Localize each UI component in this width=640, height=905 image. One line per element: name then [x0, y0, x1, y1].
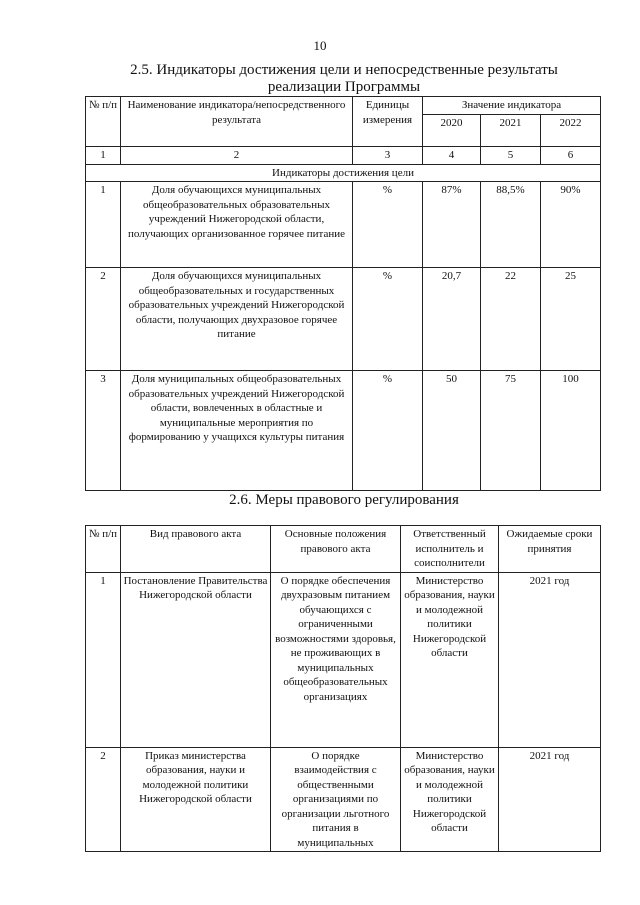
row-type: Приказ министерства образования, науки и молодежной политики Нижегородской области [121, 747, 271, 852]
row-name: Доля муниципальных общеобразовательных образовательных учреждений Нижегородской области, вовлеченных в областные и муниципальные мероприятия по формированию у учащихся культуры питания [121, 371, 353, 491]
table-row [86, 572, 601, 747]
row-num: 2 [86, 747, 121, 852]
header-type: Вид правового акта [121, 526, 271, 573]
table-header-row [86, 526, 601, 573]
group-row [86, 164, 601, 182]
section-2-6-title: 2.6. Меры правового регулирования [229, 492, 459, 508]
row-value-2020: 50 [423, 371, 481, 491]
table-header-row [86, 97, 601, 115]
row-deadline: 2021 год [499, 572, 601, 747]
indicators-table [85, 96, 601, 491]
header-name: Наименование индикатора/непосредственного результата [121, 97, 353, 147]
row-value-2021: 22 [481, 268, 541, 371]
column-number: 5 [481, 147, 541, 165]
row-num: 2 [86, 268, 121, 371]
header-year-2020: 2020 [423, 115, 481, 147]
row-deadline: 2021 год [499, 747, 601, 852]
column-numbers-row [86, 147, 601, 165]
row-value-2020: 20,7 [423, 268, 481, 371]
row-num: 1 [86, 572, 121, 747]
row-content: О порядке взаимодействия с общественными организациями по организации льготного питания в муниципальных [271, 747, 401, 852]
header-value: Значение индикатора [423, 97, 601, 115]
column-number: 2 [121, 147, 353, 165]
header-num: № п/п [86, 526, 121, 573]
column-number: 1 [86, 147, 121, 165]
section-2-5-title-line2: реализации Программы [267, 79, 421, 95]
table-row [86, 371, 601, 491]
table-row [86, 182, 601, 268]
header-unit: Единицы измерения [353, 97, 423, 147]
row-value-2020: 87% [423, 182, 481, 268]
row-unit: % [353, 268, 423, 371]
column-number: 6 [541, 147, 601, 165]
row-value-2021: 88,5% [481, 182, 541, 268]
row-name: Доля обучающихся муниципальных общеобразовательных и государственных образовательных учреждений Нижегородской области, получающих двухразовое горячее питание [121, 268, 353, 371]
column-number: 3 [353, 147, 423, 165]
row-num: 3 [86, 371, 121, 491]
section-2-5-title [84, 62, 604, 96]
table-row [86, 747, 601, 852]
header-year-2022: 2022 [541, 115, 601, 147]
section-2-5-title-line1: 2.5. Индикаторы достижения цели и непосредственные результаты [130, 62, 558, 78]
row-executor: Министерство образования, науки и молодежной политики Нижегородской области [401, 572, 499, 747]
header-content: Основные положения правового акта [271, 526, 401, 573]
legal-regulation-table [85, 525, 601, 852]
column-number: 4 [423, 147, 481, 165]
row-executor: Министерство образования, науки и молодежной политики Нижегородской области [401, 747, 499, 852]
row-type: Постановление Правительства Нижегородской области [121, 572, 271, 747]
row-value-2021: 75 [481, 371, 541, 491]
row-content: О порядке обеспечения двухразовым питанием обучающихся с ограниченными возможностями здоровья, не проживающих в муниципальных общеобразовательных организациях [271, 572, 401, 747]
row-value-2022: 100 [541, 371, 601, 491]
row-num: 1 [86, 182, 121, 268]
group-label: Индикаторы достижения цели [86, 164, 601, 182]
header-num: № п/п [86, 97, 121, 147]
header-executor: Ответственный исполнитель и соисполнители [401, 526, 499, 573]
row-unit: % [353, 182, 423, 268]
row-unit: % [353, 371, 423, 491]
row-value-2022: 25 [541, 268, 601, 371]
header-deadline: Ожидаемые сроки принятия [499, 526, 601, 573]
row-name: Доля обучающихся муниципальных общеобразовательных образовательных учреждений Нижегородской области, получающих организованное горячее питание [121, 182, 353, 268]
row-value-2022: 90% [541, 182, 601, 268]
header-year-2021: 2021 [481, 115, 541, 147]
table-row [86, 268, 601, 371]
page-number: 10 [313, 38, 327, 53]
